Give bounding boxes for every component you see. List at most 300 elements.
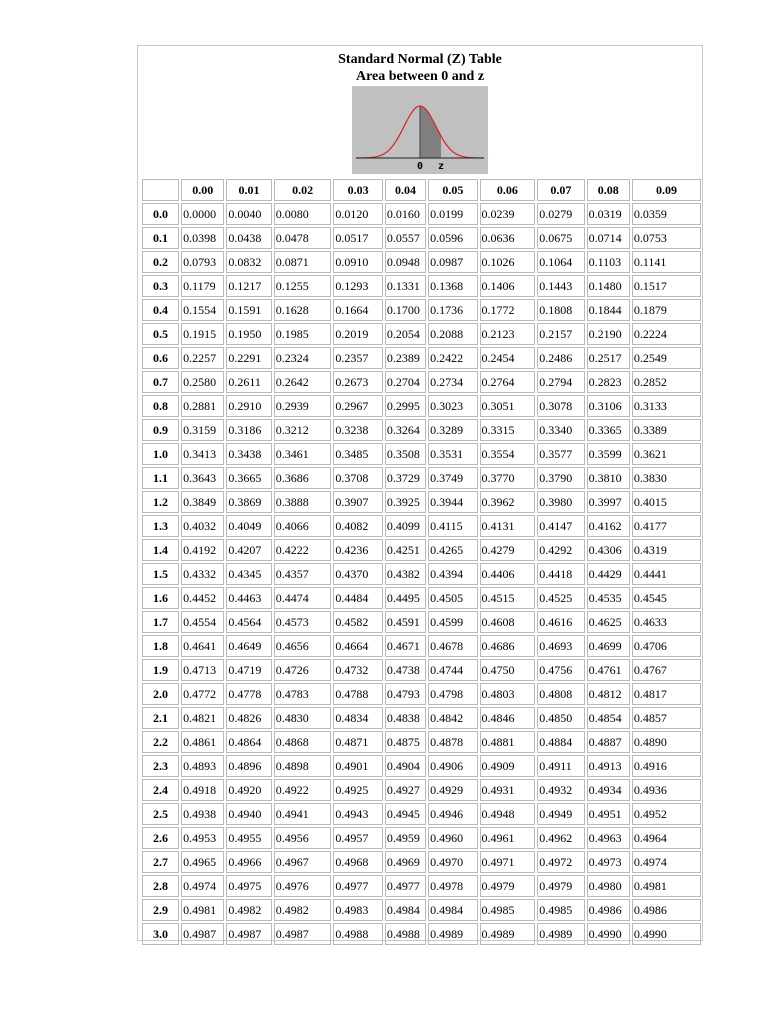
table-row — [142, 203, 701, 225]
table-cell: 0.2642 — [274, 371, 332, 393]
row-header-z: 1.5 — [142, 563, 179, 585]
table-cell: 0.2881 — [181, 395, 224, 417]
table-cell: 0.4678 — [428, 635, 477, 657]
table-cell: 0.1591 — [226, 299, 271, 321]
table-cell: 0.0160 — [385, 203, 426, 225]
table-cell: 0.4901 — [333, 755, 382, 777]
table-cell: 0.0279 — [537, 203, 584, 225]
table-cell: 0.4984 — [385, 899, 426, 921]
table-cell: 0.4032 — [181, 515, 224, 537]
table-cell: 0.2123 — [480, 323, 536, 345]
table-cell: 0.1736 — [428, 299, 477, 321]
table-row — [142, 323, 701, 345]
table-cell: 0.3770 — [480, 467, 536, 489]
table-cell: 0.3238 — [333, 419, 382, 441]
table-cell: 0.3729 — [385, 467, 426, 489]
table-cell: 0.0398 — [181, 227, 224, 249]
table-cell: 0.4988 — [333, 923, 382, 945]
row-header-z: 2.5 — [142, 803, 179, 825]
table-cell: 0.0319 — [587, 203, 630, 225]
table-cell: 0.3186 — [226, 419, 271, 441]
table-cell: 0.4945 — [385, 803, 426, 825]
table-cell: 0.2422 — [428, 347, 477, 369]
table-cell: 0.4977 — [333, 875, 382, 897]
table-cell: 0.4633 — [632, 611, 701, 633]
table-cell: 0.4986 — [587, 899, 630, 921]
table-cell: 0.4099 — [385, 515, 426, 537]
table-cell: 0.2190 — [587, 323, 630, 345]
table-cell: 0.4744 — [428, 659, 477, 681]
table-cell: 0.4987 — [181, 923, 224, 945]
table-cell: 0.4370 — [333, 563, 382, 585]
table-cell: 0.2580 — [181, 371, 224, 393]
table-cell: 0.2324 — [274, 347, 332, 369]
table-cell: 0.4750 — [480, 659, 536, 681]
row-header-z: 1.0 — [142, 443, 179, 465]
table-cell: 0.4686 — [480, 635, 536, 657]
table-cell: 0.4788 — [333, 683, 382, 705]
table-row — [142, 587, 701, 609]
table-cell: 0.1406 — [480, 275, 536, 297]
table-cell: 0.0120 — [333, 203, 382, 225]
table-cell: 0.4979 — [480, 875, 536, 897]
table-cell: 0.4963 — [587, 827, 630, 849]
table-cell: 0.3907 — [333, 491, 382, 513]
table-cell: 0.4821 — [181, 707, 224, 729]
table-cell: 0.3315 — [480, 419, 536, 441]
column-header: 0.01 — [226, 179, 271, 201]
table-cell: 0.2611 — [226, 371, 271, 393]
table-cell: 0.4251 — [385, 539, 426, 561]
table-cell: 0.4599 — [428, 611, 477, 633]
table-cell: 0.4982 — [274, 899, 332, 921]
table-cell: 0.1064 — [537, 251, 584, 273]
table-cell: 0.4719 — [226, 659, 271, 681]
table-cell: 0.4983 — [333, 899, 382, 921]
table-cell: 0.4868 — [274, 731, 332, 753]
table-cell: 0.3577 — [537, 443, 584, 465]
table-cell: 0.1217 — [226, 275, 271, 297]
column-header: 0.00 — [181, 179, 224, 201]
row-header-z: 0.2 — [142, 251, 179, 273]
table-cell: 0.4864 — [226, 731, 271, 753]
table-cell: 0.0832 — [226, 251, 271, 273]
table-cell: 0.4699 — [587, 635, 630, 657]
row-header-z: 2.3 — [142, 755, 179, 777]
table-cell: 0.2291 — [226, 347, 271, 369]
table-cell: 0.4920 — [226, 779, 271, 801]
table-cell: 0.3133 — [632, 395, 701, 417]
table-cell: 0.3051 — [480, 395, 536, 417]
row-header-z: 0.0 — [142, 203, 179, 225]
table-cell: 0.3212 — [274, 419, 332, 441]
table-cell: 0.4978 — [428, 875, 477, 897]
table-cell: 0.4429 — [587, 563, 630, 585]
table-cell: 0.4693 — [537, 635, 584, 657]
table-cell: 0.4772 — [181, 683, 224, 705]
z-label: z — [437, 161, 445, 172]
table-cell: 0.0675 — [537, 227, 584, 249]
table-cell: 0.2389 — [385, 347, 426, 369]
table-cell: 0.0239 — [480, 203, 536, 225]
table-cell: 0.2517 — [587, 347, 630, 369]
table-cell: 0.4948 — [480, 803, 536, 825]
table-cell: 0.4505 — [428, 587, 477, 609]
column-header: 0.03 — [333, 179, 382, 201]
table-cell: 0.4943 — [333, 803, 382, 825]
table-cell: 0.4798 — [428, 683, 477, 705]
table-cell: 0.3830 — [632, 467, 701, 489]
table-row — [142, 611, 701, 633]
table-cell: 0.4896 — [226, 755, 271, 777]
table-cell: 0.4918 — [181, 779, 224, 801]
table-cell: 0.0438 — [226, 227, 271, 249]
table-cell: 0.4970 — [428, 851, 477, 873]
table-cell: 0.4162 — [587, 515, 630, 537]
table-cell: 0.4953 — [181, 827, 224, 849]
table-cell: 0.4474 — [274, 587, 332, 609]
row-header-z: 0.5 — [142, 323, 179, 345]
table-row — [142, 539, 701, 561]
table-cell: 0.4582 — [333, 611, 382, 633]
table-cell: 0.4207 — [226, 539, 271, 561]
table-row — [142, 371, 701, 393]
table-cell: 0.4066 — [274, 515, 332, 537]
table-cell: 0.1443 — [537, 275, 584, 297]
table-cell: 0.4904 — [385, 755, 426, 777]
table-cell: 0.4846 — [480, 707, 536, 729]
table-cell: 0.4854 — [587, 707, 630, 729]
table-cell: 0.4842 — [428, 707, 477, 729]
table-cell: 0.4956 — [274, 827, 332, 849]
table-cell: 0.4838 — [385, 707, 426, 729]
table-row — [142, 275, 701, 297]
table-cell: 0.0596 — [428, 227, 477, 249]
row-header-z: 0.3 — [142, 275, 179, 297]
table-cell: 0.4713 — [181, 659, 224, 681]
table-cell: 0.4756 — [537, 659, 584, 681]
table-cell: 0.0040 — [226, 203, 271, 225]
z-table-page — [137, 45, 703, 941]
table-cell: 0.3708 — [333, 467, 382, 489]
table-cell: 0.2454 — [480, 347, 536, 369]
row-header-z: 2.2 — [142, 731, 179, 753]
table-cell: 0.4913 — [587, 755, 630, 777]
table-cell: 0.3849 — [181, 491, 224, 513]
table-cell: 0.2967 — [333, 395, 382, 417]
table-cell: 0.2549 — [632, 347, 701, 369]
table-cell: 0.3790 — [537, 467, 584, 489]
column-header: 0.08 — [587, 179, 630, 201]
table-cell: 0.3389 — [632, 419, 701, 441]
column-header: 0.02 — [274, 179, 332, 201]
table-cell: 0.4951 — [587, 803, 630, 825]
table-cell: 0.4972 — [537, 851, 584, 873]
table-cell: 0.4452 — [181, 587, 224, 609]
table-cell: 0.4878 — [428, 731, 477, 753]
table-cell: 0.3438 — [226, 443, 271, 465]
table-row — [142, 875, 701, 897]
table-row — [142, 251, 701, 273]
table-cell: 0.3749 — [428, 467, 477, 489]
table-cell: 0.2910 — [226, 395, 271, 417]
table-cell: 0.2257 — [181, 347, 224, 369]
row-header-z: 2.8 — [142, 875, 179, 897]
table-row — [142, 635, 701, 657]
table-row — [142, 731, 701, 753]
table-cell: 0.4463 — [226, 587, 271, 609]
table-cell: 0.4955 — [226, 827, 271, 849]
table-cell: 0.4778 — [226, 683, 271, 705]
table-cell: 0.0080 — [274, 203, 332, 225]
row-header-z: 0.1 — [142, 227, 179, 249]
table-cell: 0.3023 — [428, 395, 477, 417]
table-cell: 0.2794 — [537, 371, 584, 393]
table-cell: 0.3888 — [274, 491, 332, 513]
table-cell: 0.3665 — [226, 467, 271, 489]
row-header-z: 3.0 — [142, 923, 179, 945]
table-cell: 0.4964 — [632, 827, 701, 849]
table-cell: 0.4573 — [274, 611, 332, 633]
table-cell: 0.0910 — [333, 251, 382, 273]
table-cell: 0.1628 — [274, 299, 332, 321]
table-cell: 0.4830 — [274, 707, 332, 729]
table-cell: 0.1141 — [632, 251, 701, 273]
table-row — [142, 563, 701, 585]
table-cell: 0.3078 — [537, 395, 584, 417]
table-cell: 0.4890 — [632, 731, 701, 753]
table-cell: 0.4545 — [632, 587, 701, 609]
table-cell: 0.4394 — [428, 563, 477, 585]
table-cell: 0.4976 — [274, 875, 332, 897]
column-header: 0.06 — [480, 179, 536, 201]
table-cell: 0.4962 — [537, 827, 584, 849]
table-cell: 0.4974 — [181, 875, 224, 897]
row-header-z: 2.6 — [142, 827, 179, 849]
table-cell: 0.4656 — [274, 635, 332, 657]
table-row — [142, 827, 701, 849]
table-cell: 0.4406 — [480, 563, 536, 585]
table-cell: 0.4925 — [333, 779, 382, 801]
table-cell: 0.0793 — [181, 251, 224, 273]
table-cell: 0.3925 — [385, 491, 426, 513]
table-cell: 0.1808 — [537, 299, 584, 321]
table-cell: 0.4793 — [385, 683, 426, 705]
table-cell: 0.2054 — [385, 323, 426, 345]
table-cell: 0.1480 — [587, 275, 630, 297]
table-cell: 0.3485 — [333, 443, 382, 465]
table-cell: 0.3599 — [587, 443, 630, 465]
table-cell: 0.4916 — [632, 755, 701, 777]
table-cell: 0.1293 — [333, 275, 382, 297]
table-cell: 0.2486 — [537, 347, 584, 369]
table-cell: 0.4959 — [385, 827, 426, 849]
table-cell: 0.4738 — [385, 659, 426, 681]
row-header-z: 1.2 — [142, 491, 179, 513]
table-cell: 0.2088 — [428, 323, 477, 345]
table-cell: 0.4927 — [385, 779, 426, 801]
table-cell: 0.1985 — [274, 323, 332, 345]
table-cell: 0.4332 — [181, 563, 224, 585]
table-cell: 0.3554 — [480, 443, 536, 465]
table-cell: 0.4884 — [537, 731, 584, 753]
table-cell: 0.4990 — [632, 923, 701, 945]
table-cell: 0.4988 — [385, 923, 426, 945]
table-cell: 0.4441 — [632, 563, 701, 585]
table-cell: 0.2019 — [333, 323, 382, 345]
table-cell: 0.4974 — [632, 851, 701, 873]
table-cell: 0.4936 — [632, 779, 701, 801]
table-cell: 0.1517 — [632, 275, 701, 297]
table-cell: 0.3944 — [428, 491, 477, 513]
row-header-z: 1.4 — [142, 539, 179, 561]
table-cell: 0.4192 — [181, 539, 224, 561]
table-row — [142, 803, 701, 825]
table-row — [142, 755, 701, 777]
table-cell: 0.4641 — [181, 635, 224, 657]
page-subtitle: Area between 0 and z — [355, 69, 485, 84]
table-cell: 0.0199 — [428, 203, 477, 225]
table-row — [142, 515, 701, 537]
table-cell: 0.4564 — [226, 611, 271, 633]
table-cell: 0.4382 — [385, 563, 426, 585]
table-cell: 0.0753 — [632, 227, 701, 249]
table-row — [142, 851, 701, 873]
table-cell: 0.4495 — [385, 587, 426, 609]
row-header-z: 2.1 — [142, 707, 179, 729]
table-cell: 0.3264 — [385, 419, 426, 441]
table-cell: 0.1664 — [333, 299, 382, 321]
table-cell: 0.4861 — [181, 731, 224, 753]
table-cell: 0.4960 — [428, 827, 477, 849]
table-cell: 0.4966 — [226, 851, 271, 873]
table-row — [142, 443, 701, 465]
table-cell: 0.4906 — [428, 755, 477, 777]
column-header: 0.09 — [632, 179, 701, 201]
table-cell: 0.1700 — [385, 299, 426, 321]
table-cell: 0.4875 — [385, 731, 426, 753]
table-cell: 0.4911 — [537, 755, 584, 777]
row-header-z: 2.7 — [142, 851, 179, 873]
table-cell: 0.4616 — [537, 611, 584, 633]
table-cell: 0.2224 — [632, 323, 701, 345]
table-cell: 0.4131 — [480, 515, 536, 537]
table-cell: 0.3340 — [537, 419, 584, 441]
table-cell: 0.4812 — [587, 683, 630, 705]
page-title: Standard Normal (Z) Table — [338, 52, 502, 67]
table-cell: 0.4306 — [587, 539, 630, 561]
table-cell: 0.4664 — [333, 635, 382, 657]
table-cell: 0.4608 — [480, 611, 536, 633]
table-cell: 0.4949 — [537, 803, 584, 825]
table-cell: 0.3997 — [587, 491, 630, 513]
table-cell: 0.4761 — [587, 659, 630, 681]
table-cell: 0.1950 — [226, 323, 271, 345]
table-cell: 0.3980 — [537, 491, 584, 513]
table-row — [142, 491, 701, 513]
row-header-z: 2.4 — [142, 779, 179, 801]
table-cell: 0.4887 — [587, 731, 630, 753]
table-cell: 0.4706 — [632, 635, 701, 657]
table-cell: 0.0871 — [274, 251, 332, 273]
table-cell: 0.4783 — [274, 683, 332, 705]
table-cell: 0.4893 — [181, 755, 224, 777]
table-cell: 0.4319 — [632, 539, 701, 561]
table-cell: 0.3159 — [181, 419, 224, 441]
table-cell: 0.4082 — [333, 515, 382, 537]
table-cell: 0.4554 — [181, 611, 224, 633]
row-header-z: 0.8 — [142, 395, 179, 417]
table-cell: 0.4934 — [587, 779, 630, 801]
table-cell: 0.4625 — [587, 611, 630, 633]
table-cell: 0.4649 — [226, 635, 271, 657]
table-cell: 0.3686 — [274, 467, 332, 489]
table-cell: 0.4909 — [480, 755, 536, 777]
table-cell: 0.4732 — [333, 659, 382, 681]
table-cell: 0.4987 — [274, 923, 332, 945]
table-cell: 0.4826 — [226, 707, 271, 729]
table-row — [142, 683, 701, 705]
table-row — [142, 779, 701, 801]
table-cell: 0.4965 — [181, 851, 224, 873]
table-cell: 0.4726 — [274, 659, 332, 681]
row-header-z: 0.4 — [142, 299, 179, 321]
table-cell: 0.4922 — [274, 779, 332, 801]
table-cell: 0.1772 — [480, 299, 536, 321]
table-cell: 0.4147 — [537, 515, 584, 537]
row-header-z: 2.0 — [142, 683, 179, 705]
table-cell: 0.4857 — [632, 707, 701, 729]
table-cell: 0.4979 — [537, 875, 584, 897]
z-table — [140, 177, 703, 947]
table-cell: 0.4973 — [587, 851, 630, 873]
table-cell: 0.4279 — [480, 539, 536, 561]
table-cell: 0.4961 — [480, 827, 536, 849]
table-cell: 0.4871 — [333, 731, 382, 753]
table-cell: 0.4986 — [632, 899, 701, 921]
table-cell: 0.3643 — [181, 467, 224, 489]
table-cell: 0.4808 — [537, 683, 584, 705]
table-cell: 0.2357 — [333, 347, 382, 369]
table-cell: 0.4418 — [537, 563, 584, 585]
table-cell: 0.4989 — [537, 923, 584, 945]
table-cell: 0.4525 — [537, 587, 584, 609]
row-header-z: 1.1 — [142, 467, 179, 489]
table-cell: 0.2673 — [333, 371, 382, 393]
column-header: 0.04 — [385, 179, 426, 201]
table-cell: 0.0714 — [587, 227, 630, 249]
table-cell: 0.4977 — [385, 875, 426, 897]
table-cell: 0.4985 — [537, 899, 584, 921]
table-row — [142, 659, 701, 681]
table-cell: 0.1026 — [480, 251, 536, 273]
table-cell: 0.4987 — [226, 923, 271, 945]
table-cell: 0.4881 — [480, 731, 536, 753]
table-cell: 0.3869 — [226, 491, 271, 513]
table-cell: 0.4929 — [428, 779, 477, 801]
table-cell: 0.2939 — [274, 395, 332, 417]
table-cell: 0.4357 — [274, 563, 332, 585]
table-cell: 0.0517 — [333, 227, 382, 249]
table-cell: 0.3508 — [385, 443, 426, 465]
table-row — [142, 227, 701, 249]
table-cell: 0.0636 — [480, 227, 536, 249]
table-cell: 0.4515 — [480, 587, 536, 609]
table-cell: 0.4292 — [537, 539, 584, 561]
table-cell: 0.2852 — [632, 371, 701, 393]
table-row — [142, 347, 701, 369]
table-cell: 0.1255 — [274, 275, 332, 297]
